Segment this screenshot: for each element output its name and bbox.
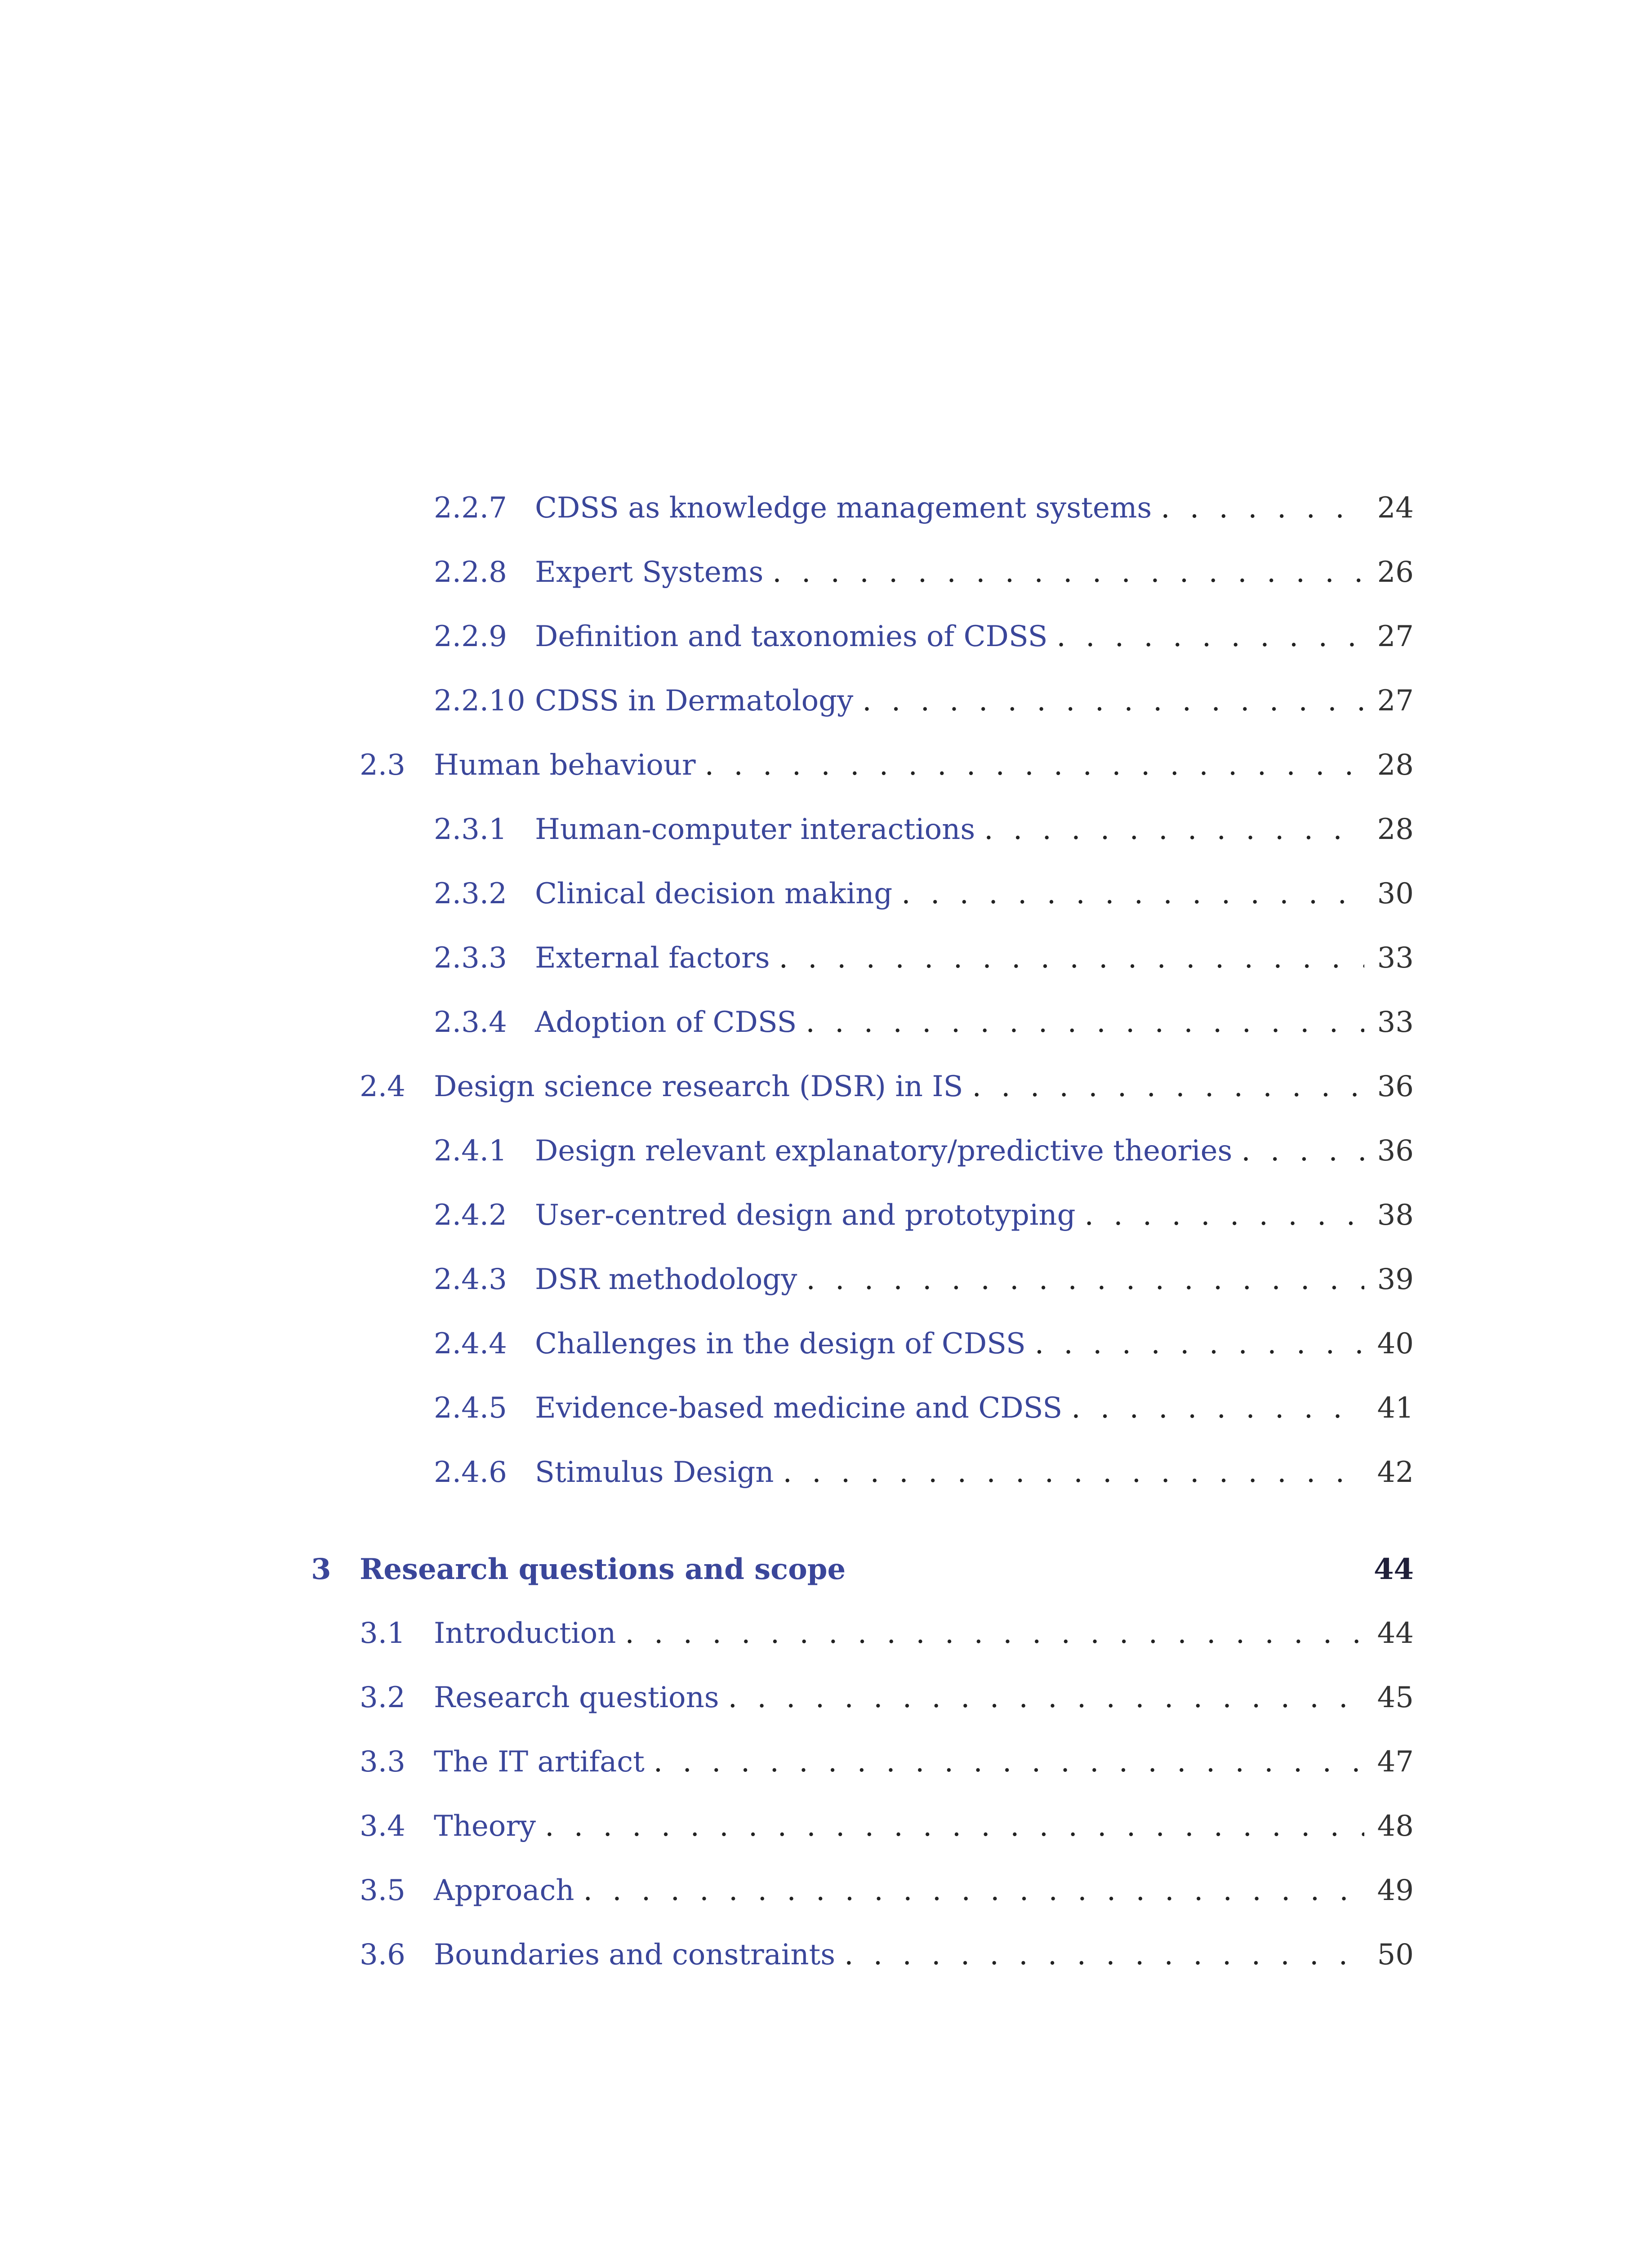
dot-leader <box>984 813 1364 846</box>
section-title[interactable]: CDSS in Dermatology <box>535 684 854 718</box>
dot-leader <box>806 1263 1364 1296</box>
section-title[interactable]: Expert Systems <box>535 556 764 589</box>
section-number: 2.2.10 <box>434 684 525 718</box>
page-number: 36 <box>1377 1070 1414 1103</box>
dot-leader <box>1071 1392 1364 1425</box>
page-number: 50 <box>1377 1938 1414 1971</box>
dot-leader <box>728 1681 1364 1714</box>
dot-leader <box>705 749 1364 782</box>
section-number: 3.3 <box>360 1745 405 1779</box>
section-number: 2.4 <box>360 1070 405 1103</box>
page-number: 28 <box>1377 813 1414 846</box>
page-number: 42 <box>1377 1456 1414 1489</box>
dot-leader <box>862 684 1364 718</box>
dot-leader <box>779 941 1364 975</box>
section-title[interactable]: Approach <box>434 1874 574 1907</box>
dot-leader <box>901 877 1364 910</box>
section-title[interactable]: CDSS as knowledge management systems <box>535 491 1152 525</box>
toc-entry-2-4-4[interactable] <box>434 1321 1414 1366</box>
page-number: 27 <box>1377 684 1414 718</box>
page-number: 27 <box>1377 620 1414 653</box>
section-title[interactable]: Introduction <box>434 1617 616 1650</box>
section-number: 2.4.3 <box>434 1263 507 1296</box>
section-number: 3.4 <box>360 1810 405 1843</box>
section-number: 2.2.7 <box>434 491 507 525</box>
section-number: 2.4.6 <box>434 1456 507 1489</box>
toc-entry-2-4-5[interactable] <box>434 1386 1414 1431</box>
dot-leader <box>1161 491 1364 525</box>
page-number: 36 <box>1377 1134 1414 1168</box>
section-number: 2.3 <box>360 749 405 782</box>
page-number: 24 <box>1377 491 1414 525</box>
section-title[interactable]: Human behaviour <box>434 749 696 782</box>
toc-entry-2-3[interactable] <box>360 743 1414 788</box>
toc-entry-2-4-3[interactable] <box>434 1257 1414 1302</box>
page-number: 47 <box>1377 1745 1414 1779</box>
section-title[interactable]: Design science research (DSR) in IS <box>434 1070 963 1103</box>
section-title[interactable]: Adoption of CDSS <box>535 1006 797 1039</box>
toc-entry-2-3-4[interactable] <box>434 1000 1414 1045</box>
section-number: 2.3.4 <box>434 1006 507 1039</box>
page-number: 41 <box>1377 1392 1414 1425</box>
toc-entry-3-5[interactable] <box>360 1868 1414 1913</box>
dot-leader <box>654 1745 1364 1779</box>
toc-entry-2-2-8[interactable] <box>434 550 1414 595</box>
page-number: 39 <box>1377 1263 1414 1296</box>
toc-entry-2-4-1[interactable] <box>434 1128 1414 1173</box>
dot-leader <box>625 1617 1364 1650</box>
page-number: 26 <box>1377 556 1414 589</box>
section-title[interactable]: DSR methodology <box>535 1263 797 1296</box>
toc-entry-3-4[interactable] <box>360 1804 1414 1849</box>
toc-entry-3-1[interactable] <box>360 1611 1414 1656</box>
dot-leader <box>1085 1199 1364 1232</box>
toc-entry-2-2-9[interactable] <box>434 614 1414 659</box>
section-number: 2.4.4 <box>434 1327 507 1360</box>
page-number: 44 <box>1377 1617 1414 1650</box>
chapter-title[interactable]: Research questions and scope <box>360 1552 846 1586</box>
page-number: 28 <box>1377 749 1414 782</box>
page-number: 33 <box>1377 1006 1414 1039</box>
section-title[interactable]: Definition and taxonomies of CDSS <box>535 620 1048 653</box>
toc-chapter-3[interactable] <box>311 1547 1414 1592</box>
section-number: 2.2.8 <box>434 556 507 589</box>
section-title[interactable]: The IT artifact <box>434 1745 645 1779</box>
dot-leader <box>1241 1134 1364 1168</box>
section-title[interactable]: Clinical decision making <box>535 877 893 910</box>
page-number: 49 <box>1377 1874 1414 1907</box>
section-title[interactable]: Boundaries and constraints <box>434 1938 836 1971</box>
page-number: 33 <box>1377 941 1414 975</box>
toc-entry-2-3-2[interactable] <box>434 871 1414 916</box>
toc-entry-2-2-7[interactable] <box>434 486 1414 531</box>
page-number: 38 <box>1377 1199 1414 1232</box>
toc-entry-3-3[interactable] <box>360 1740 1414 1784</box>
section-number: 2.3.2 <box>434 877 507 910</box>
section-number: 2.3.3 <box>434 941 507 975</box>
section-number: 3.2 <box>360 1681 405 1714</box>
section-title[interactable]: Theory <box>434 1810 536 1843</box>
section-title[interactable]: User-centred design and prototyping <box>535 1199 1076 1232</box>
page-number: 30 <box>1377 877 1414 910</box>
section-title[interactable]: Research questions <box>434 1681 719 1714</box>
section-title[interactable]: Evidence-based medicine and CDSS <box>535 1392 1063 1425</box>
toc-entry-2-4-6[interactable] <box>434 1450 1414 1495</box>
dot-leader <box>1035 1327 1364 1360</box>
page-number: 40 <box>1377 1327 1414 1360</box>
section-title[interactable]: Challenges in the design of CDSS <box>535 1327 1026 1360</box>
dot-leader <box>772 556 1364 589</box>
dot-leader <box>806 1006 1364 1039</box>
section-number: 3.1 <box>360 1617 405 1650</box>
section-title[interactable]: External factors <box>535 941 770 975</box>
toc-entry-2-4-2[interactable] <box>434 1193 1414 1238</box>
dot-leader <box>545 1810 1364 1843</box>
toc-entry-2-4[interactable] <box>360 1064 1414 1109</box>
section-title[interactable]: Stimulus Design <box>535 1456 774 1489</box>
section-number: 2.4.1 <box>434 1134 507 1168</box>
section-title[interactable]: Design relevant explanatory/predictive theories <box>535 1134 1233 1168</box>
page-number: 44 <box>1373 1552 1414 1586</box>
section-number: 2.4.5 <box>434 1392 507 1425</box>
dot-leader <box>844 1938 1364 1971</box>
toc-entry-2-3-3[interactable] <box>434 936 1414 981</box>
chapter-number: 3 <box>311 1552 331 1586</box>
toc-entry-2-3-1[interactable] <box>434 807 1414 852</box>
page-number: 45 <box>1377 1681 1414 1714</box>
section-number: 3.6 <box>360 1938 405 1971</box>
dot-leader <box>972 1070 1364 1103</box>
dot-leader <box>1056 620 1364 653</box>
section-number: 2.4.2 <box>434 1199 507 1232</box>
toc-entry-2-2-10[interactable] <box>434 678 1414 723</box>
section-title[interactable]: Human-computer interactions <box>535 813 975 846</box>
section-number: 3.5 <box>360 1874 405 1907</box>
dot-leader <box>583 1874 1365 1907</box>
toc-entry-3-2[interactable] <box>360 1675 1414 1720</box>
toc-entry-3-6[interactable] <box>360 1932 1414 1977</box>
dot-leader <box>783 1456 1365 1489</box>
page-number: 48 <box>1377 1810 1414 1843</box>
section-number: 2.3.1 <box>434 813 507 846</box>
section-number: 2.2.9 <box>434 620 507 653</box>
